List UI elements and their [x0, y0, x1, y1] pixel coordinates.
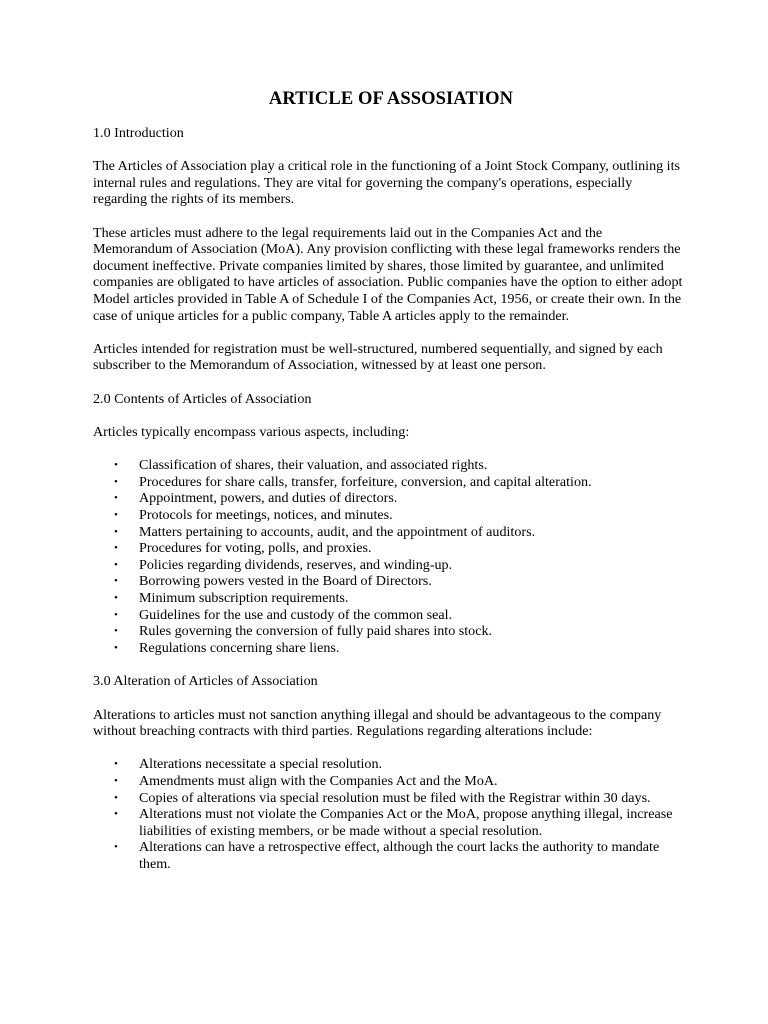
list-item: [93, 590, 685, 607]
list-item: [93, 607, 685, 624]
list-item-text: Appointment, powers, and duties of directors.: [139, 490, 398, 507]
bullet-icon: •: [114, 592, 118, 605]
bullet-icon: •: [114, 625, 118, 638]
list-item: [93, 524, 685, 541]
list-item: [93, 573, 685, 590]
list-item: [93, 623, 685, 640]
list-item-text: Classification of shares, their valuation, and associated rights.: [139, 457, 488, 474]
bullet-icon: •: [114, 509, 118, 522]
section-heading-alteration: 3.0 Alteration of Articles of Association: [93, 673, 318, 690]
list-item: [93, 507, 685, 524]
bullet-icon: •: [114, 808, 118, 821]
list-item: [93, 557, 685, 574]
list-item-text: Copies of alterations via special resolution must be filed with the Registrar within 30 days.: [139, 789, 651, 806]
list-item-text: Alterations must not violate the Companies Act or the MoA, propose anything illegal, increase liabilities of existing members, or be made without a special resolution.: [139, 806, 673, 839]
section-intro: Alterations to articles must not sanction anything illegal and should be advantageous to the company without breaching contracts with third parties. Regulations regarding alterations include:: [93, 706, 662, 740]
list-item: [93, 490, 685, 507]
list-item: [93, 540, 685, 557]
list-item-text: Alterations can have a retrospective effect, although the court lacks the authority to mandate them.: [139, 839, 660, 872]
paragraph: Articles intended for registration must be well-structured, numbered sequentially, and signed by each subscriber to the Memorandum of Association, witnessed by at least one person.: [93, 340, 663, 374]
list-item-text: Rules governing the conversion of fully paid shares into stock.: [139, 623, 493, 640]
list-item-text: Matters pertaining to accounts, audit, and the appointment of auditors.: [139, 523, 536, 540]
bullet-icon: •: [114, 558, 118, 571]
paragraph: The Articles of Association play a critical role in the functioning of a Joint Stock Company, outlining its internal rules and regulations. They are vital for governing the company's operations, especially regarding the rights of its members.: [93, 158, 681, 208]
bullet-icon: •: [114, 459, 118, 472]
bullet-icon: •: [114, 525, 118, 538]
list-item: [93, 839, 685, 872]
list-item: [93, 474, 685, 491]
document-body: [93, 88, 685, 873]
list-item-text: Procedures for share calls, transfer, forfeiture, conversion, and capital alteration.: [139, 473, 592, 490]
bullet-icon: •: [114, 542, 118, 555]
list-item-text: Protocols for meetings, notices, and minutes.: [139, 507, 393, 524]
list-item-text: Policies regarding dividends, reserves, and winding-up.: [139, 556, 453, 573]
alteration-list: [93, 756, 685, 872]
list-item-text: Regulations concerning share liens.: [139, 639, 340, 656]
section-heading-introduction: 1.0 Introduction: [93, 125, 184, 141]
list-item: [93, 756, 685, 773]
list-item: [93, 640, 685, 657]
bullet-icon: •: [114, 774, 118, 787]
list-item: [93, 790, 685, 807]
bullet-icon: •: [114, 575, 118, 588]
paragraph: These articles must adhere to the legal requirements laid out in the Companies Act and the Memorandum of Association (MoA). Any provision conflicting with these legal frameworks renders the document ineffective. Private companies limited by shares, those limited by guarantee, and unlimited companies are obligated to have articles of association. Public companies have the option to either adopt Model articles provided in Table A of Schedule I of the Companies Act, 1956, or create their own. In the case of unique articles for a public company, Table A articles apply to the remainder.: [93, 224, 683, 324]
bullet-icon: •: [114, 608, 118, 621]
list-item-text: Amendments must align with the Companies Act and the MoA.: [139, 772, 498, 789]
document-title: ARTICLE OF ASSOSIATION: [268, 89, 514, 109]
bullet-icon: •: [114, 791, 118, 804]
bullet-icon: •: [114, 492, 118, 505]
section-heading-contents: 2.0 Contents of Articles of Association: [93, 390, 312, 407]
list-item-text: Minimum subscription requirements.: [139, 590, 349, 607]
bullet-icon: •: [114, 641, 118, 654]
bullet-icon: •: [114, 841, 118, 854]
list-item-text: Procedures for voting, polls, and proxies.: [139, 540, 372, 557]
list-item: [93, 457, 685, 474]
contents-list: [93, 457, 685, 656]
list-item-text: Guidelines for the use and custody of the common seal.: [139, 606, 453, 623]
list-item: [93, 773, 685, 790]
section-intro: Articles typically encompass various aspects, including:: [93, 424, 410, 441]
list-item: [93, 806, 685, 839]
bullet-icon: •: [114, 475, 118, 488]
list-item-text: Borrowing powers vested in the Board of Directors.: [139, 573, 432, 590]
bullet-icon: •: [114, 758, 118, 771]
list-item-text: Alterations necessitate a special resolution.: [139, 756, 383, 773]
